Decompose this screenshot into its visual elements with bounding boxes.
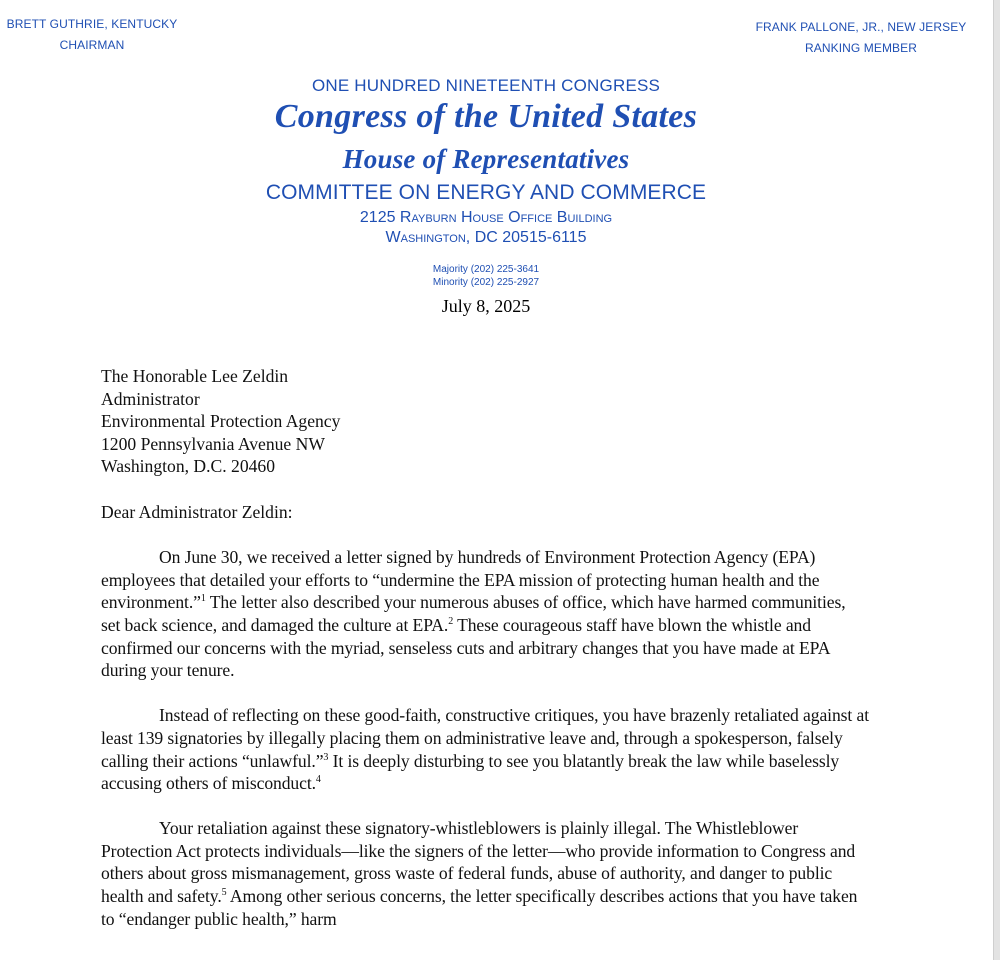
congress-title: Congress of the United States: [274, 98, 698, 135]
paragraph-text: Among other serious concerns, the letter specifically describes actions that you have taken to “endanger public health,” harm: [101, 886, 858, 929]
paragraph-text: The letter also described your numerous abuses of office, which have harmed communities, set back science, and damaged the culture at EPA.: [101, 592, 846, 635]
minority-phone: Minority (202) 225-2927: [432, 277, 540, 288]
paragraph-text: Your retaliation against these signatory-whistleblowers is plainly illegal. The Whistleblower Protection Act protects individuals—like the signers of the letter—who provide information to Congress and others about gross mismanagement, gross waste of federal funds, abuse of authority, and danger to public health and safety.: [101, 818, 856, 907]
footnote-ref: 3: [323, 751, 329, 763]
paragraph: [101, 704, 869, 794]
salutation: Dear Administrator Zeldin:: [101, 501, 293, 522]
recipient-line: The Honorable Lee Zeldin: [101, 366, 289, 386]
majority-phone: Majority (202) 225-3641: [432, 264, 540, 275]
letter-body: [101, 365, 869, 930]
address-line-1: 2125 Rayburn House Office Building: [359, 209, 613, 226]
paragraph-text: These courageous staff have blown the whistle and confirmed our concerns with the myriad, senseless cuts and arbitrary changes that you have made at EPA during your tenure.: [101, 614, 830, 681]
chairman-block: [4, 14, 180, 56]
recipient-line: Administrator: [101, 388, 200, 409]
paragraph-text: Instead of reflecting on these good-faith, constructive critiques, you have brazenly retaliated against at least 139 signatories by illegally placing them on administrative leave and, through a spokesperson, falsely calling their actions “unlawful.”: [101, 705, 869, 771]
footnote-ref: 2: [448, 615, 454, 627]
recipient-address: [101, 365, 869, 478]
letter-date: July 8, 2025: [441, 296, 531, 316]
recipient-line: 1200 Pennsylvania Avenue NW: [101, 433, 325, 454]
footnote-ref: 5: [221, 887, 227, 899]
address-line-2: Washington, DC 20515-6115: [385, 229, 587, 246]
paragraph: [101, 817, 869, 930]
congress-number: ONE HUNDRED NINETEENTH CONGRESS: [311, 76, 661, 95]
ranking-member-block: [754, 17, 968, 59]
paragraph-text: On June 30, we received a letter signed by hundreds of Environment Protection Agency (EPA) employees that detailed your efforts to “undermine the EPA mission of protecting human health and the environment.”: [101, 547, 820, 613]
paragraph: [101, 546, 869, 682]
chairman-title: CHAIRMAN: [59, 38, 125, 52]
recipient-line: Washington, D.C. 20460: [101, 456, 276, 477]
house-title: House of Representatives: [342, 144, 630, 174]
footnote-ref: 1: [200, 593, 206, 605]
paragraph-text: It is deeply disturbing to see you blatantly break the law while baselessly accusing others of misconduct.: [101, 750, 840, 794]
recipient-line: Environmental Protection Agency: [101, 411, 341, 432]
ranking-member-name: FRANK PALLONE, JR., NEW JERSEY: [755, 20, 967, 34]
ranking-member-title: RANKING MEMBER: [804, 41, 918, 55]
committee-name: COMMITTEE ON ENERGY AND COMMERCE: [265, 181, 707, 204]
chairman-name: BRETT GUTHRIE, KENTUCKY: [6, 17, 178, 31]
scrollbar-edge: [993, 0, 1000, 960]
footnote-ref: 4: [315, 774, 321, 786]
